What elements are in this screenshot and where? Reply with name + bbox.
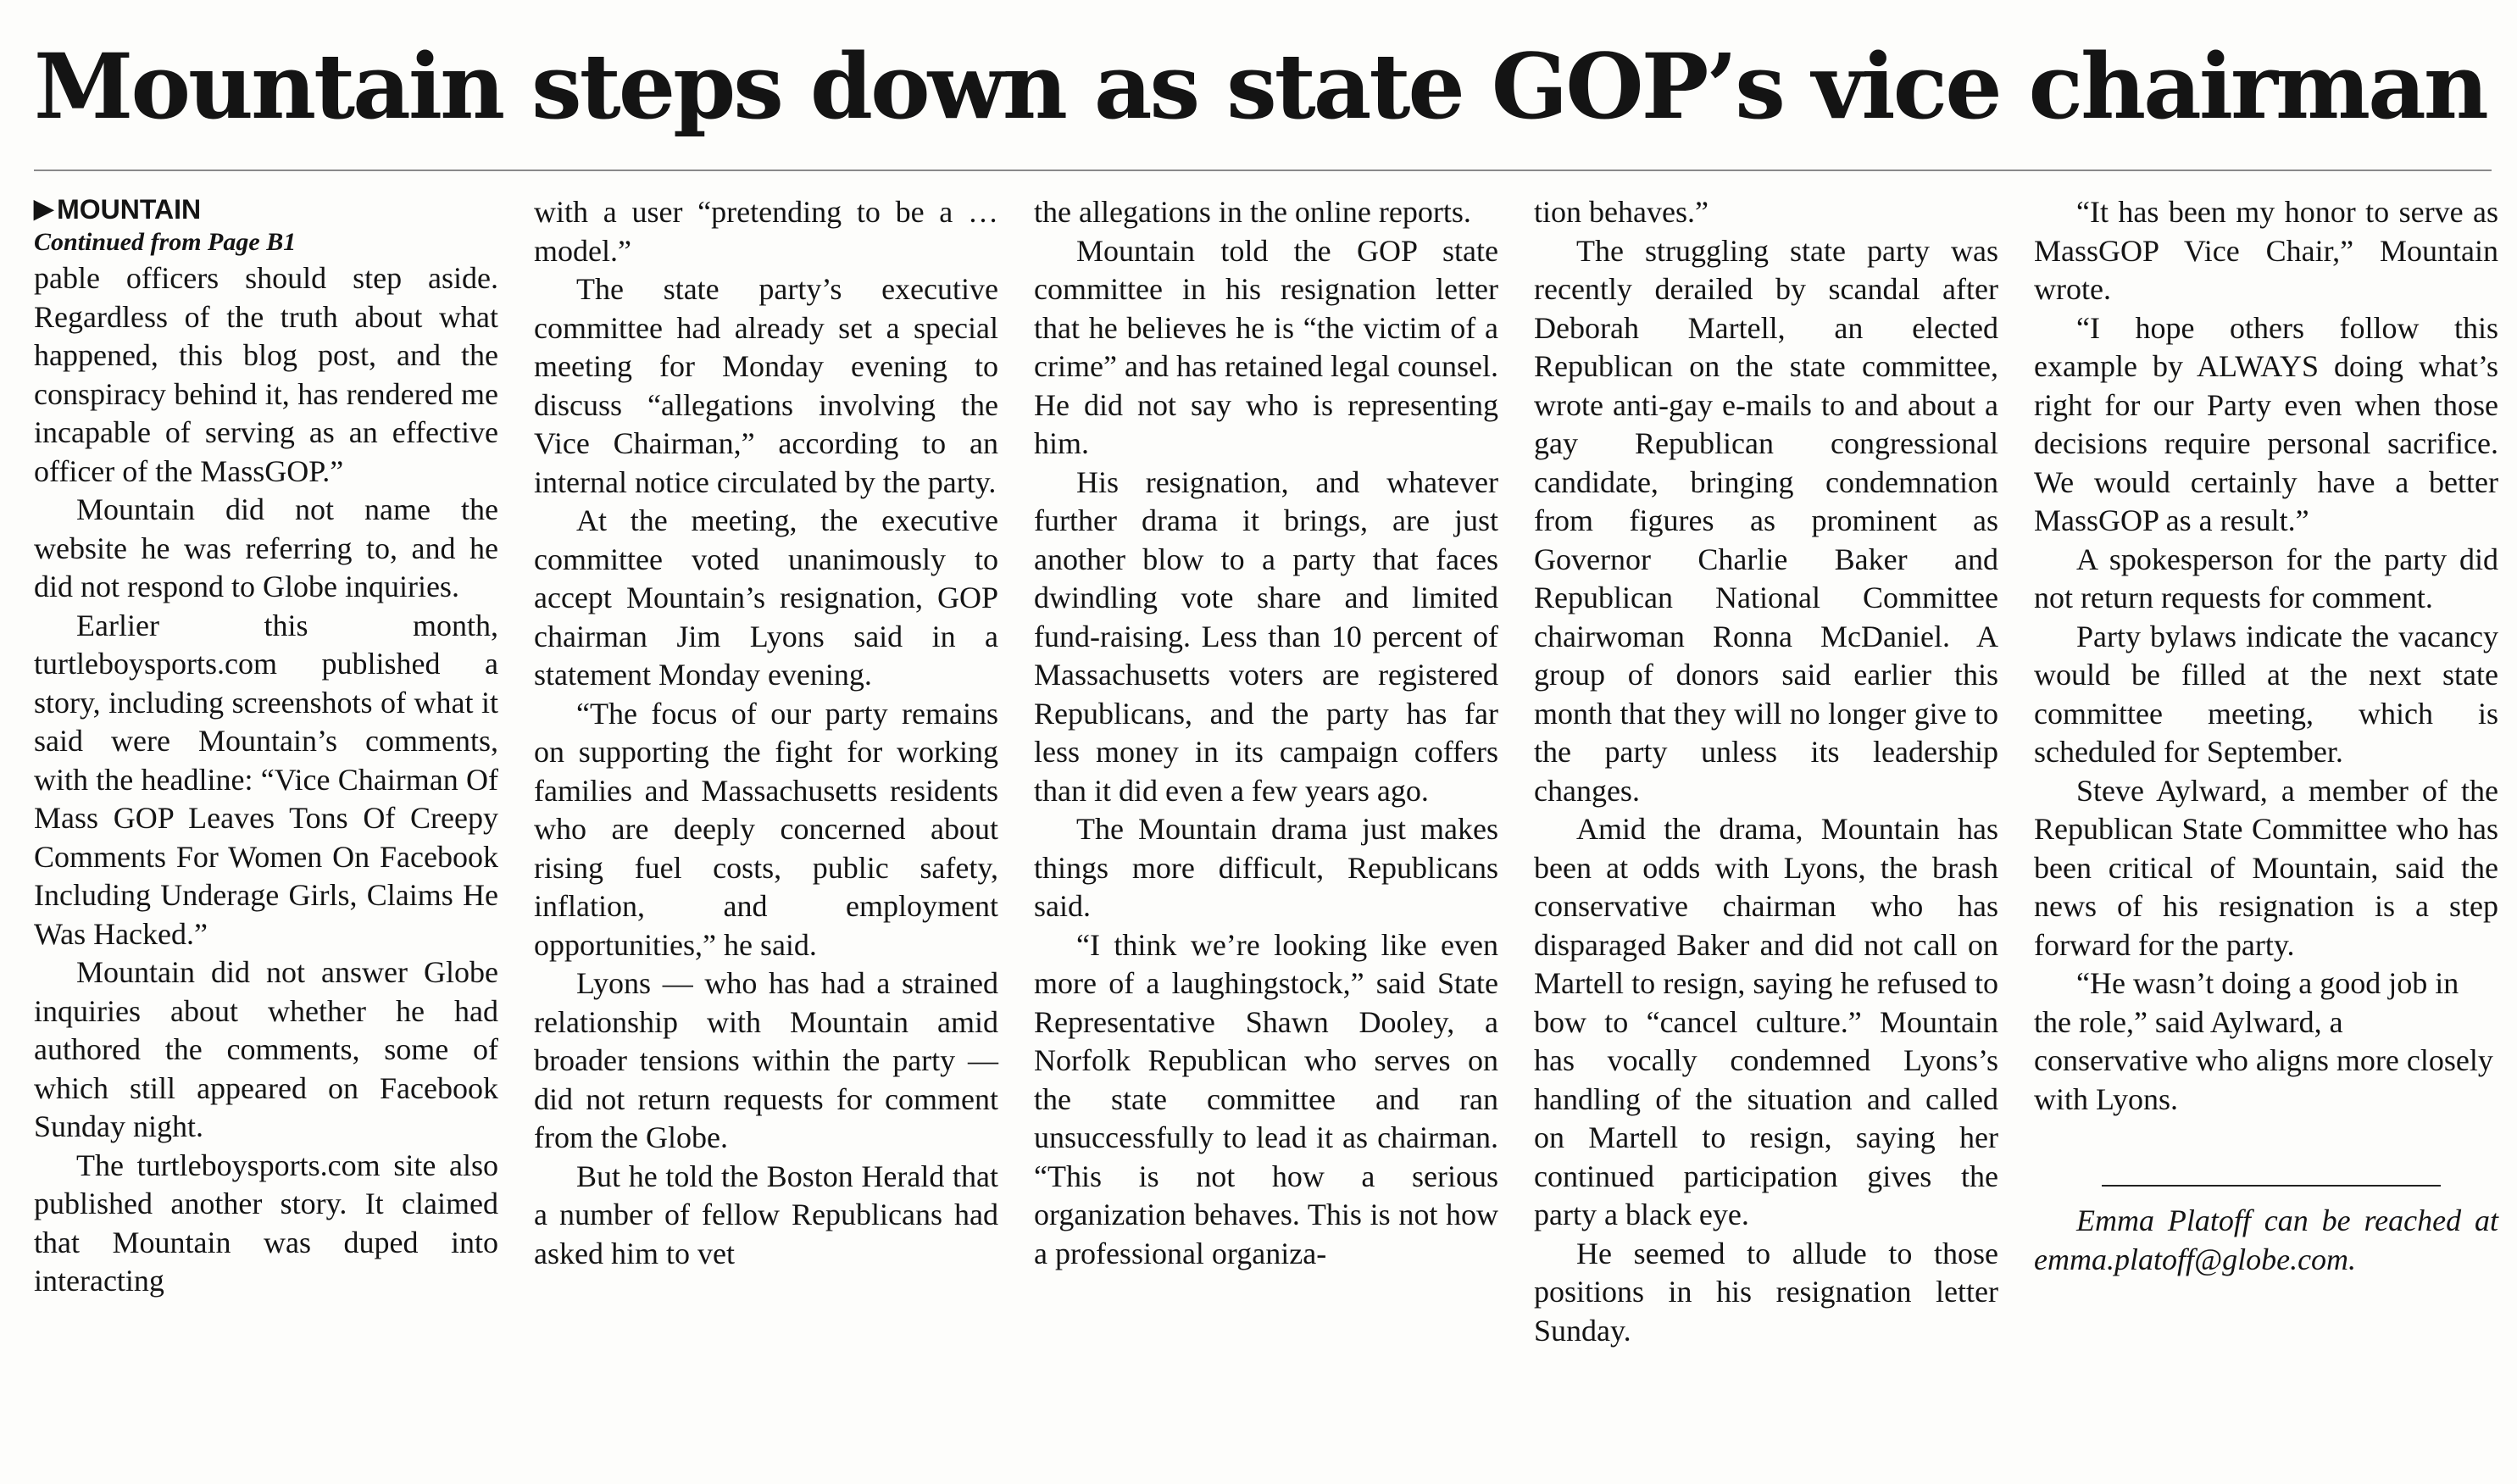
paragraph: Mountain did not answer Globe inquiries about whether he had authored the comments, some of which still appeared on Facebook Sunday night. — [34, 955, 498, 1143]
paragraph: He seemed to allude to those positions in his resignation letter Sunday. — [1534, 1236, 1998, 1348]
paragraph: tion behaves.” — [1534, 195, 1709, 229]
paragraph: A spokesperson for the party did not return requests for comment. — [2034, 542, 2498, 614]
headline-rule — [34, 170, 2492, 171]
paragraph: pable officers should step aside. Regardless of the truth about what happened, this blog post, and the conspiracy behind it, has rendered me incapable of serving as an effective officer of the MassGOP.” — [34, 261, 498, 488]
paragraph: Mountain did not name the website he was referring to, and he did not respond to Globe inquiries. — [34, 492, 498, 603]
paragraph: Mountain told the GOP state committee in his resignation letter that he believes he is “the victim of a crime” and has retained legal counsel. He did not say who is representing him. — [1034, 233, 1498, 460]
column-1 — [34, 193, 498, 1301]
paragraph: His resignation, and whatever further drama it brings, are just another blow to a party that faces dwindling vote share and limited fund-raising. Less than 10 percent of Massachusetts voters are registered Republicans, and the party has far less money in its campaign coffers than it did even a few years ago. — [1034, 464, 1498, 808]
paragraph: At the meeting, the executive committee voted unanimously to accept Mountain’s resignation, GOP chairman Jim Lyons said in a statement Monday evening. — [534, 503, 998, 692]
paragraph: The struggling state party was recently derailed by scandal after Deborah Martell, an elected Republican on the state committee, wrote anti-gay e-mails to and about a gay Republican congressional candidate, bringing condemnation from figures as prominent as Governor Charlie Baker and Republican National Committee chairwoman Ronna McDaniel. A group of donors said earlier this month that they will no longer give to the party unless its leadership changes. — [1534, 233, 1998, 808]
paragraph: with a user “pretending to be a … model.” — [534, 195, 998, 268]
author-signoff: Emma Platoff can be reached at emma.platoff@globe.com. — [2034, 1203, 2498, 1276]
column-3 — [1034, 193, 1498, 1273]
paragraph: “I think we’re looking like even more of a laughingstock,” said State Representative Shawn Dooley, a Norfolk Republican who serves on the state committee and ran unsuccessfully to lead it as chairman. “This is not how a serious organization behaves. This is not how a professional organiza- — [1034, 927, 1498, 1270]
paragraph: “The focus of our party remains on supporting the fight for working families and Massachusetts residents who are deeply concerned about rising fuel costs, public safety, inflation, and employment opportunities,” he said. — [534, 696, 998, 962]
paragraph: Lyons — who has had a strained relationship with Mountain amid broader tensions within the party — did not return requests for comment from the Globe. — [534, 966, 998, 1154]
paragraph: the allegations in the online reports. — [1034, 195, 1471, 229]
kicker — [34, 193, 498, 225]
paragraph: The turtleboysports.com site also published another story. It claimed that Mountain was duped into interacting — [34, 1148, 498, 1298]
column-4 — [1534, 193, 1998, 1350]
paragraph: Earlier this month, turtleboysports.com published a story, including screenshots of what it said were Mountain’s comments, with the headline: “Vice Chairman Of Mass GOP Leaves Tons Of Creepy Comments For Women On Facebook Including Underage Girls, Claims He Was Hacked.” — [34, 608, 498, 951]
kicker-label: MOUNTAIN — [57, 194, 202, 225]
triangle-right-icon: ▶ — [34, 195, 54, 223]
signoff-rule — [2102, 1185, 2441, 1187]
column-2 — [534, 193, 998, 1273]
paragraph: “He wasn’t doing a good job in the role,” said Aylward, a conservative who aligns more closely with Lyons. — [2034, 966, 2493, 1116]
paragraph: “I hope others follow this example by ALWAYS doing what’s right for our Party even when those decisions require personal sacrifice. We would certainly have a better MassGOP as a result.” — [2034, 310, 2498, 537]
paragraph: Steve Aylward, a member of the Republican State Committee who has been critical of Mountain, said the news of his resignation is a step forward for the party. — [2034, 773, 2498, 962]
column-5 — [2034, 193, 2498, 1279]
headline: Mountain steps down as state GOP’s vice chairman — [34, 33, 2486, 139]
paragraph: The state party’s executive committee had already set a special meeting for Monday evening to discuss “allegations involving the Vice Chairman,” according to an internal notice circulated by the party. — [534, 272, 998, 499]
jump-line: Continued from Page B1 — [34, 228, 297, 256]
paragraph: But he told the Boston Herald that a number of fellow Republicans had asked him to vet — [534, 1159, 998, 1270]
paragraph: Party bylaws indicate the vacancy would be filled at the next state committee meeting, which is scheduled for September. — [2034, 619, 2498, 769]
paragraph: Amid the drama, Mountain has been at odds with Lyons, the brash conservative chairman who has disparaged Baker and did not call on Martell to resign, saying he refused to bow to “cancel culture.” Mountain has vocally condemned Lyons’s handling of the situation and called on Martell to resign, saying her continued participation gives the party a black eye. — [1534, 812, 1998, 1231]
paragraph: The Mountain drama just makes things more difficult, Republicans said. — [1034, 812, 1498, 923]
paragraph: “It has been my honor to serve as MassGOP Vice Chair,” Mountain wrote. — [2034, 195, 2498, 306]
